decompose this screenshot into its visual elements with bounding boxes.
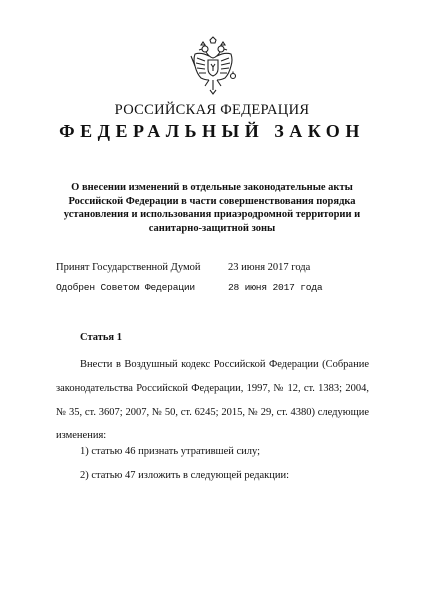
- council-approval-date: 28 июня 2017 года: [228, 282, 323, 293]
- law-title-line: О внесении изменений в отдельные законодательные акты: [71, 182, 353, 193]
- law-title-line: санитарно-защитной зоны: [148, 222, 276, 234]
- duma-adoption-date: 23 июня 2017 года: [228, 262, 311, 273]
- paragraph-line: законодательства Российской Федерации, 1997, № 12, ст. 1383; 2004,: [56, 382, 369, 394]
- law-title-line: установления и использования приаэродромной территории и: [63, 209, 361, 220]
- amendment-item: 1) статью 46 признать утратившей силу;: [80, 446, 261, 457]
- article-intro-paragraph: [56, 353, 369, 448]
- document-type-heading: ФЕДЕРАЛЬНЫЙ ЗАКОН: [59, 121, 365, 141]
- paragraph-line: № 35, ст. 3607; 2007, № 50, ст. 6245; 2015, № 29, ст. 4380) следующие: [56, 406, 369, 418]
- article-heading: Статья 1: [80, 332, 122, 343]
- coat-of-arms-icon: [187, 36, 239, 98]
- paragraph-line: Внести в Воздушный кодекс Российской Федерации (Собрание: [80, 359, 369, 370]
- amendment-item: 2) статью 47 изложить в следующей редакции:: [80, 470, 290, 481]
- paragraph-line: изменения:: [56, 430, 107, 442]
- law-title-line: Российской Федерации в части совершенствования порядка: [68, 195, 356, 207]
- duma-adoption-label: Принят Государственной Думой: [56, 262, 201, 273]
- council-approval-label: Одобрен Советом Федерации: [56, 282, 195, 293]
- country-name: РОССИЙСКАЯ ФЕДЕРАЦИЯ: [114, 102, 310, 118]
- law-title: [60, 181, 364, 235]
